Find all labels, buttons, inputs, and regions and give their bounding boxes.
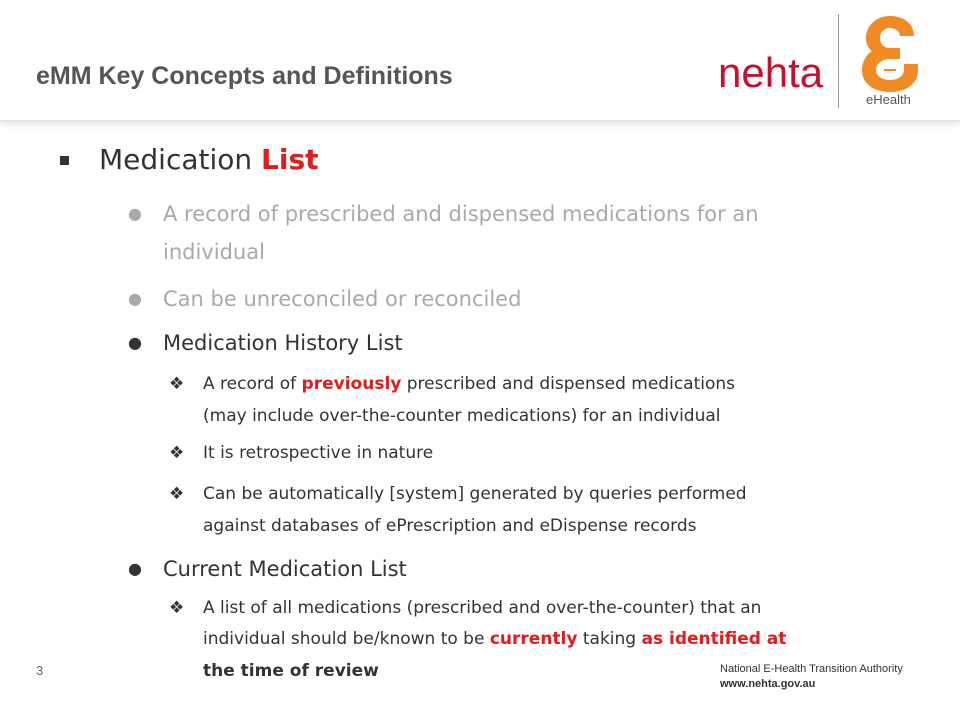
diamond-bullet-icon: ❖: [169, 484, 185, 504]
history-item-3-cont: against databases of ePrescription and eDispense records: [203, 516, 697, 536]
current-item-1-line3: the time of review: [203, 661, 379, 681]
history-item-2: ❖ It is retrospective in nature: [203, 439, 433, 467]
section-medication-history: ● Medication History List: [163, 324, 403, 362]
heading-plain: Medication: [99, 143, 253, 176]
bullet-record-definition-cont: individual: [163, 240, 265, 264]
org-url[interactable]: www.nehta.gov.au: [720, 678, 816, 690]
org-name: National E-Health Transition Authority: [720, 663, 903, 675]
heading-highlight: List: [261, 143, 319, 176]
section-current-medication: ● Current Medication List: [163, 550, 407, 588]
slide-title: eMM Key Concepts and Definitions: [36, 62, 453, 90]
history-item-3: ❖ Can be automatically [system] generated by queries performed: [203, 480, 747, 508]
slide-header: [0, 0, 960, 121]
diamond-bullet-icon: ❖: [169, 443, 185, 463]
square-bullet-icon: [60, 156, 69, 165]
round-bullet-icon: ●: [128, 289, 142, 308]
ehealth-e-icon: [860, 14, 920, 94]
history-item-1-cont: (may include over-the-counter medications) for an individual: [203, 406, 721, 426]
page-number: 3: [36, 663, 44, 678]
nehta-logo-text: nehta: [718, 49, 824, 96]
round-bullet-icon: ●: [128, 204, 142, 223]
round-bullet-icon: ●: [128, 333, 142, 352]
ehealth-logo-label: eHealth: [866, 92, 911, 107]
current-item-1: ❖ A list of all medications (prescribed and over-the-counter) that an: [203, 594, 761, 622]
diamond-bullet-icon: ❖: [169, 598, 185, 618]
history-item-1: ❖ A record of previously prescribed and dispensed medications: [203, 370, 735, 398]
bullet-record-definition: ● A record of prescribed and dispensed medications for an: [163, 195, 759, 233]
round-bullet-icon: ●: [128, 559, 142, 578]
bullet-reconciled: ● Can be unreconciled or reconciled: [163, 280, 521, 318]
footer-organization: [720, 662, 903, 692]
current-item-1-line2: individual should be/known to be currently taking as identified at: [203, 629, 787, 649]
logo-divider: [838, 14, 839, 108]
diamond-bullet-icon: ❖: [169, 374, 185, 394]
